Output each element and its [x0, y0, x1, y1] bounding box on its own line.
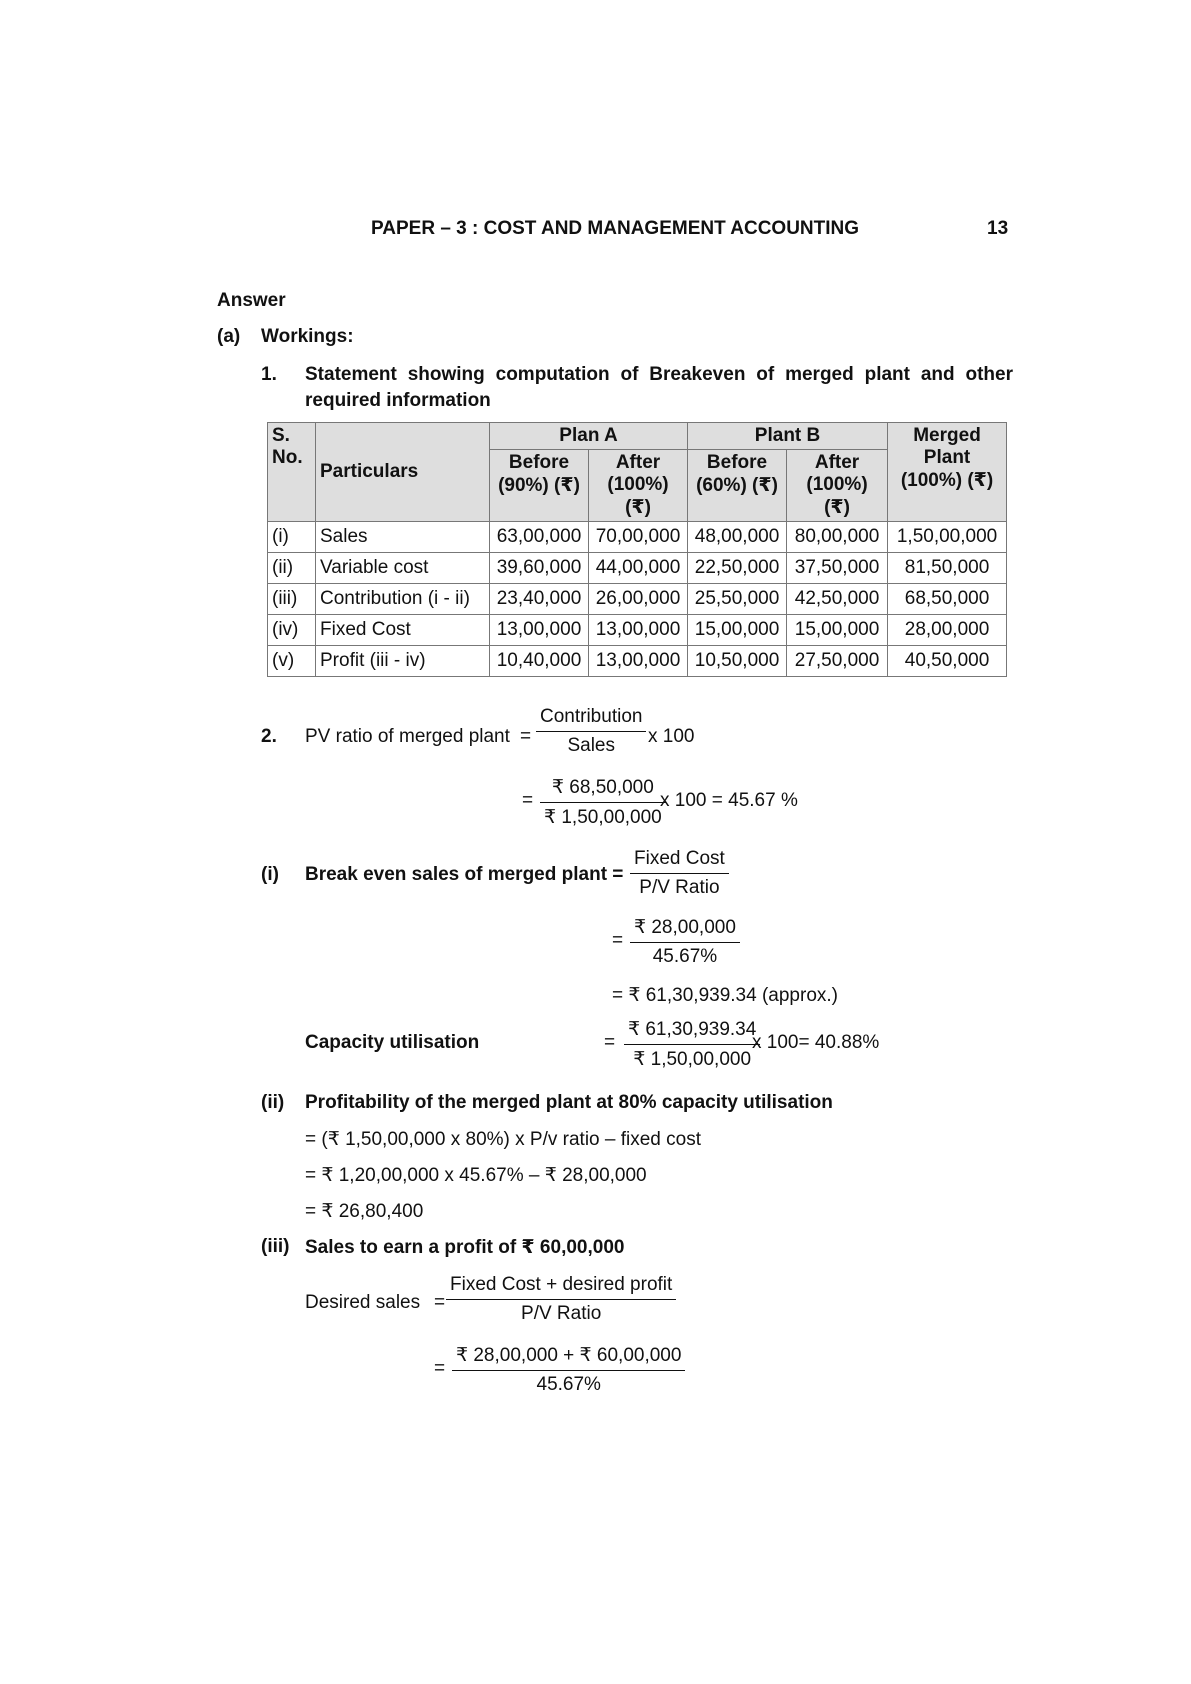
col-header-a-before: Before (90%) (₹)	[490, 450, 589, 522]
profitability-line-2: = ₹ 1,20,00,000 x 45.67% – ₹ 28,00,000	[305, 1165, 647, 1186]
pv-ratio-label: PV ratio of merged plant	[305, 726, 510, 747]
row-a-after: 44,00,000	[589, 553, 688, 584]
row-a-before: 10,40,000	[490, 646, 589, 677]
break-even-calculation	[630, 916, 740, 968]
fraction-denominator: P/V Ratio	[521, 1303, 602, 1324]
row-particular: Variable cost	[316, 553, 490, 584]
fraction-numerator: Fixed Cost + desired profit	[446, 1274, 676, 1300]
table-row	[268, 615, 1007, 646]
pv-ratio-result: x 100 = 45.67 %	[660, 790, 798, 811]
row-b-after: 80,00,000	[787, 522, 888, 553]
capacity-utilisation-calculation	[624, 1018, 760, 1071]
row-b-before: 22,50,000	[688, 553, 787, 584]
equals-sign: =	[434, 1358, 446, 1379]
row-merged: 68,50,000	[888, 584, 1007, 615]
row-merged: 1,50,00,000	[888, 522, 1007, 553]
profitability-line-3: = ₹ 26,80,400	[305, 1201, 424, 1222]
row-b-before: 15,00,000	[688, 615, 787, 646]
row-b-before: 10,50,000	[688, 646, 787, 677]
row-b-after: 37,50,000	[787, 553, 888, 584]
col-header-plant-b: Plant B	[688, 423, 888, 450]
part-ii-title: Profitability of the merged plant at 80% capacity utilisation	[305, 1092, 833, 1113]
part-i-label: (i)	[261, 864, 279, 885]
row-sno: (iv)	[268, 615, 316, 646]
fraction-numerator: ₹ 28,00,000 + ₹ 60,00,000	[452, 1344, 685, 1371]
working-1-number: 1.	[261, 364, 277, 385]
row-a-before: 63,00,000	[490, 522, 589, 553]
equals-sign: =	[604, 1032, 616, 1053]
row-particular: Profit (iii - iv)	[316, 646, 490, 677]
table-header-row	[268, 423, 1007, 450]
table-row	[268, 646, 1007, 677]
fraction-numerator: Fixed Cost	[630, 848, 729, 874]
row-particular: Contribution (i - ii)	[316, 584, 490, 615]
workings-heading: Workings:	[261, 326, 354, 347]
pv-ratio-calculation	[540, 776, 666, 829]
fraction-numerator: ₹ 68,50,000	[540, 776, 666, 803]
desired-sales-formula	[446, 1274, 676, 1325]
col-header-plan-a: Plan A	[490, 423, 688, 450]
col-header-b-after: After (100%) (₹)	[787, 450, 888, 522]
breakeven-statement-table	[267, 422, 1007, 677]
row-a-before: 23,40,000	[490, 584, 589, 615]
part-iii-title: Sales to earn a profit of ₹ 60,00,000	[305, 1237, 625, 1258]
col-header-b-before: Before (60%) (₹)	[688, 450, 787, 522]
row-particular: Fixed Cost	[316, 615, 490, 646]
row-merged: 81,50,000	[888, 553, 1007, 584]
pv-ratio-formula	[536, 706, 646, 757]
desired-sales-label: Desired sales	[305, 1292, 421, 1313]
col-header-merged: Merged Plant (100%) (₹)	[888, 423, 1007, 522]
capacity-utilisation-label: Capacity utilisation	[305, 1032, 480, 1053]
fraction-denominator: Sales	[567, 735, 615, 756]
col-header-sno: S. No.	[268, 423, 316, 522]
part-a-label: (a)	[217, 326, 241, 347]
fraction-numerator: Contribution	[536, 706, 646, 732]
table-row	[268, 553, 1007, 584]
fraction-denominator: 45.67%	[536, 1374, 601, 1395]
col-header-a-after: After (100%) (₹)	[589, 450, 688, 522]
multiplier: x 100	[648, 726, 695, 747]
profitability-line-1: = (₹ 1,50,00,000 x 80%) x P/v ratio – fixed cost	[305, 1129, 701, 1150]
break-even-sales-label: Break even sales of merged plant =	[305, 864, 624, 885]
row-particular: Sales	[316, 522, 490, 553]
row-a-after: 26,00,000	[589, 584, 688, 615]
page-number: 13	[987, 218, 1009, 239]
fraction-denominator: ₹ 1,50,00,000	[633, 1049, 752, 1070]
row-b-before: 48,00,000	[688, 522, 787, 553]
equals-sign: =	[434, 1292, 446, 1313]
row-sno: (v)	[268, 646, 316, 677]
working-1-title: Statement showing computation of Breakeven of merged plant and other	[305, 364, 1013, 385]
break-even-formula	[630, 848, 729, 899]
fraction-numerator: ₹ 61,30,939.34	[624, 1018, 760, 1045]
capacity-utilisation-result: x 100= 40.88%	[752, 1032, 880, 1053]
row-a-before: 39,60,000	[490, 553, 589, 584]
row-b-after: 42,50,000	[787, 584, 888, 615]
row-merged: 40,50,000	[888, 646, 1007, 677]
row-b-after: 27,50,000	[787, 646, 888, 677]
break-even-result: = ₹ 61,30,939.34 (approx.)	[612, 985, 838, 1006]
row-a-after: 13,00,000	[589, 646, 688, 677]
equals-sign: =	[522, 790, 534, 811]
row-a-before: 13,00,000	[490, 615, 589, 646]
working-1-title-cont: required information	[305, 390, 491, 411]
table-row	[268, 584, 1007, 615]
row-sno: (iii)	[268, 584, 316, 615]
page-header-title: PAPER – 3 : COST AND MANAGEMENT ACCOUNTING	[371, 218, 860, 239]
equals-sign: =	[612, 930, 624, 951]
part-ii-label: (ii)	[261, 1092, 285, 1113]
row-b-before: 25,50,000	[688, 584, 787, 615]
part-iii-label: (iii)	[261, 1236, 290, 1257]
table-row	[268, 522, 1007, 553]
desired-sales-calculation	[452, 1344, 685, 1396]
fraction-numerator: ₹ 28,00,000	[630, 916, 740, 943]
fraction-denominator: 45.67%	[652, 946, 718, 967]
fraction-denominator: ₹ 1,50,00,000	[544, 807, 662, 828]
col-header-particulars: Particulars	[316, 423, 490, 522]
working-2-number: 2.	[261, 726, 277, 747]
row-sno: (i)	[268, 522, 316, 553]
row-merged: 28,00,000	[888, 615, 1007, 646]
row-b-after: 15,00,000	[787, 615, 888, 646]
row-sno: (ii)	[268, 553, 316, 584]
row-a-after: 13,00,000	[589, 615, 688, 646]
fraction-denominator: P/V Ratio	[639, 877, 720, 898]
row-a-after: 70,00,000	[589, 522, 688, 553]
answer-heading: Answer	[217, 290, 286, 311]
equals-sign: =	[520, 726, 532, 747]
